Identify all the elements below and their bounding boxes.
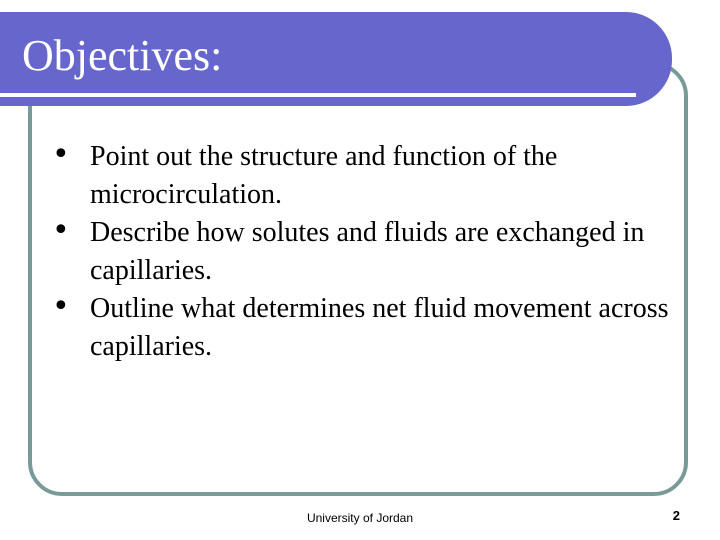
bullet-item	[52, 138, 672, 214]
bullet-item	[52, 290, 672, 366]
bullet-icon: •	[52, 137, 70, 172]
bullet-text: Describe how solutes and fluids are exchanged in capillaries.	[90, 217, 645, 286]
bullet-text: Outline what determines net fluid movement across capillaries.	[90, 293, 669, 362]
footer-text: University of Jordan	[306, 511, 414, 525]
page-number: 2	[672, 508, 680, 523]
bullet-item	[52, 214, 672, 290]
bullet-list	[52, 138, 672, 366]
bullet-icon: •	[52, 289, 70, 324]
bullet-icon: •	[52, 213, 70, 248]
bullet-text: Point out the structure and function of the microcirculation.	[90, 141, 558, 210]
title-underline	[0, 93, 636, 97]
slide-title: Objectives:	[22, 31, 223, 80]
